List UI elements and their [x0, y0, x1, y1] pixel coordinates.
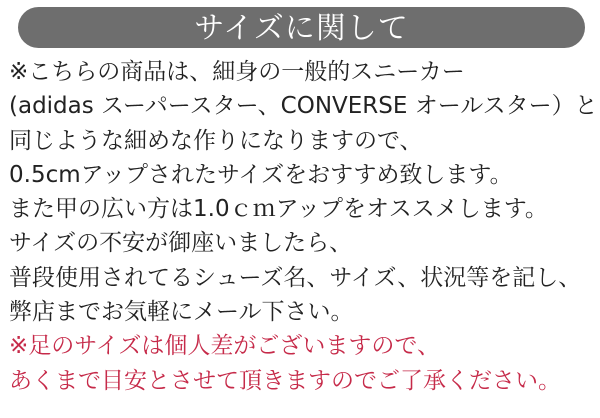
- notice-line-warning: ※足のサイズは個人差がございますので、: [9, 333, 440, 360]
- section-header: [18, 7, 585, 48]
- notice-line: サイズの不安が御座いましたら、: [9, 230, 353, 257]
- notice-line-warning: あくまで目安とさせて頂きますのでご了承ください。: [9, 367, 561, 394]
- notice-line: ※こちらの商品は、細身の一般的スニーカー: [9, 59, 465, 85]
- notice-line: 普段使用されてるシューズ名、サイズ、状況等を記し、: [9, 264, 582, 291]
- notice-line: 0.5cmアップされたサイズをおすすめ致します。: [9, 161, 513, 188]
- notice-line: 弊店までお気軽にメール下さい。: [9, 299, 354, 326]
- notice-line: また甲の広い方は1.0ｃｍアップをオススメします。: [9, 196, 548, 223]
- notice-line: 同じような細めな作りになりますので、: [9, 127, 423, 154]
- notice-body: [9, 55, 598, 398]
- notice-line: (adidas スーパースター、CONVERSE オールスター）と: [9, 93, 598, 120]
- section-title: サイズに関して: [194, 10, 409, 46]
